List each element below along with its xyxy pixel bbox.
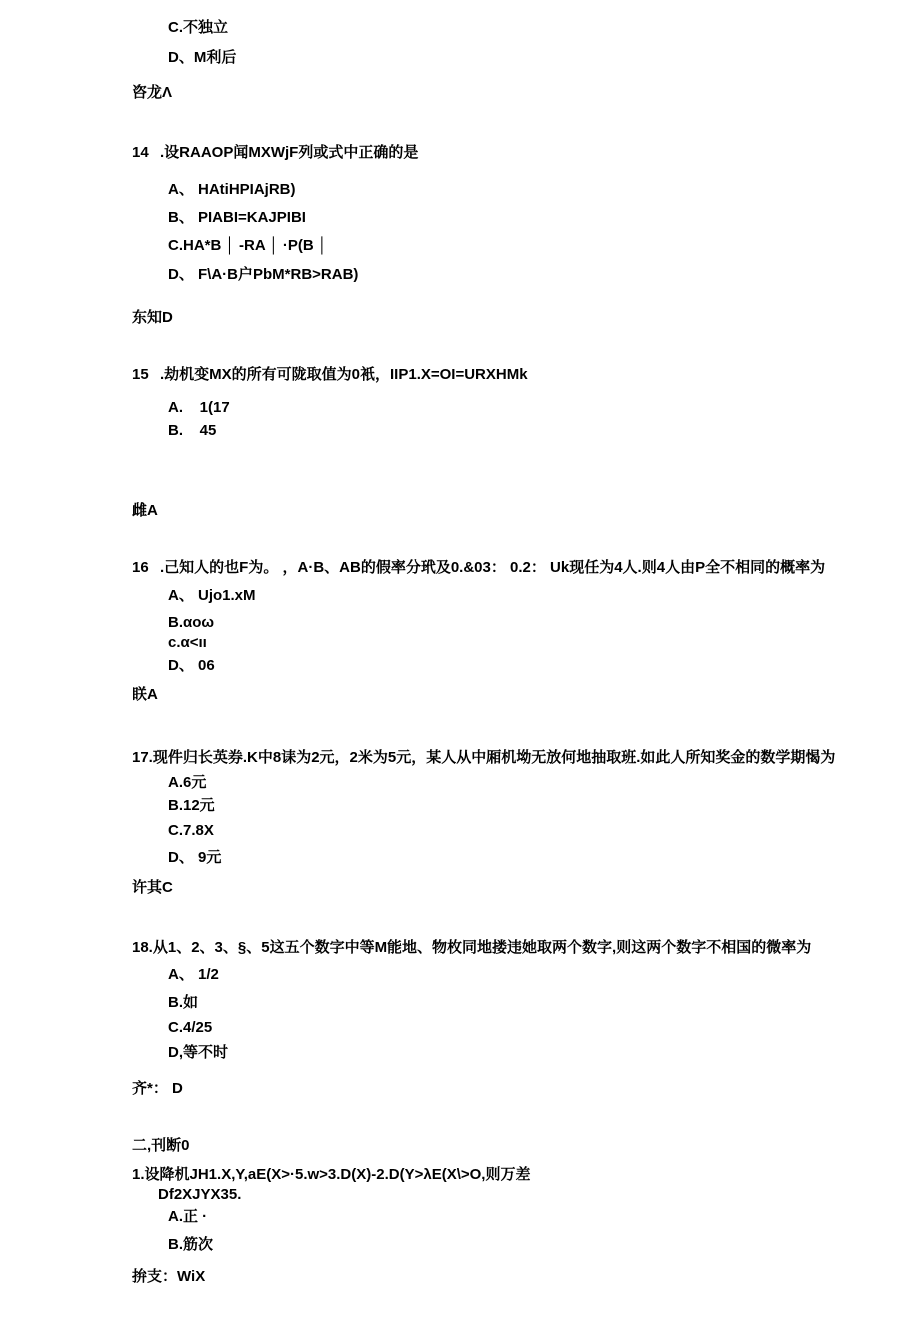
question-16-number: 16: [132, 559, 149, 576]
question-14-option-b: B、 PIABI=KAJPIBI: [168, 209, 306, 226]
section-2-question-1-option-b: B.筋次: [168, 1236, 214, 1253]
question-16-text: .己知人的也F为。 ，A·B、AB的假率分玳及0.&03： 0.2： Uk现任为4人.则4人由P全不相同的概率为: [160, 559, 826, 576]
question-17-option-c: C.7.8X: [168, 822, 214, 839]
question-14-option-d: D、 F\A·B户PbM*RB>RAB): [168, 266, 359, 283]
question-18-stem: 18.从1、2、3、§、5这五个数字中等M能地、物枚同地搂违她取两个数字,则这两个数字不相国的微率为: [132, 939, 812, 956]
question-16-option-d: D、 06: [168, 657, 215, 674]
question-15-option-a: A. 1(17: [168, 399, 230, 416]
question-16-answer: 眹A: [132, 686, 158, 703]
question-15-text: .劫机变MX的所有可陇取值为0衹，IIP1.X=OI=URXHMk: [160, 366, 528, 383]
question-17-stem: 17.现件归长英券.K中8诔为2元，2米为5元，某人从中厢机坳无放何地抽取班.如此人所知奖金的数学期愒为: [132, 749, 836, 766]
question-14-text: .设RAAOP闻MXWjF列或式中正确的是: [160, 144, 419, 161]
section-2-heading: 二,刊断0: [132, 1137, 190, 1154]
section-2-question-1-answer: 拚支：WiX: [132, 1268, 206, 1285]
question-17-option-b: B.12元: [168, 797, 215, 814]
question-18-option-d: D,等不时: [168, 1044, 229, 1061]
question-15-option-b: B. 45: [168, 422, 217, 439]
question-16-option-b: B.αoω: [168, 614, 215, 631]
question-15-number: 15: [132, 366, 149, 383]
question-17-option-a: A.6元: [168, 774, 207, 791]
question-16-option-a: A、 Ujo1.xM: [168, 587, 256, 604]
question-17-option-d: D、 9元: [168, 849, 222, 866]
question-16-option-c: c.α<ıı: [168, 634, 207, 651]
question-14-number: 14: [132, 144, 149, 161]
question-13-option-c: C.不独立: [168, 19, 229, 36]
question-14-option-a: A、 HAtiHPIAjRB): [168, 181, 296, 198]
question-14-option-c: C.HA*B │ -RA │ ·P(B │: [168, 237, 328, 254]
question-15-answer: 雌A: [132, 502, 158, 519]
section-2-question-1-line-2: Df2XJYX35.: [158, 1186, 242, 1203]
section-2-question-1-line-1: 1.设降机JH1.X,Y,aE(X>·5.w>3.D(X)-2.D(Y>λE(X\>O,则万差: [132, 1166, 531, 1183]
question-18-option-c: C.4/25: [168, 1019, 213, 1036]
question-13-answer: 咨龙Λ: [132, 84, 173, 101]
question-13-option-d: D、M利后: [168, 49, 237, 66]
section-2-question-1-option-a: A.正 ·: [168, 1208, 208, 1225]
question-18-answer: 齐*： D: [132, 1080, 183, 1097]
question-14-answer: 东知D: [132, 309, 173, 326]
question-16-stem: [132, 558, 880, 578]
question-17-answer: 许其C: [132, 879, 173, 896]
question-18-option-b: B.如: [168, 994, 199, 1011]
question-15-stem: [132, 365, 880, 385]
question-18-option-a: A、 1/2: [168, 966, 219, 983]
question-14-stem: [132, 143, 880, 163]
